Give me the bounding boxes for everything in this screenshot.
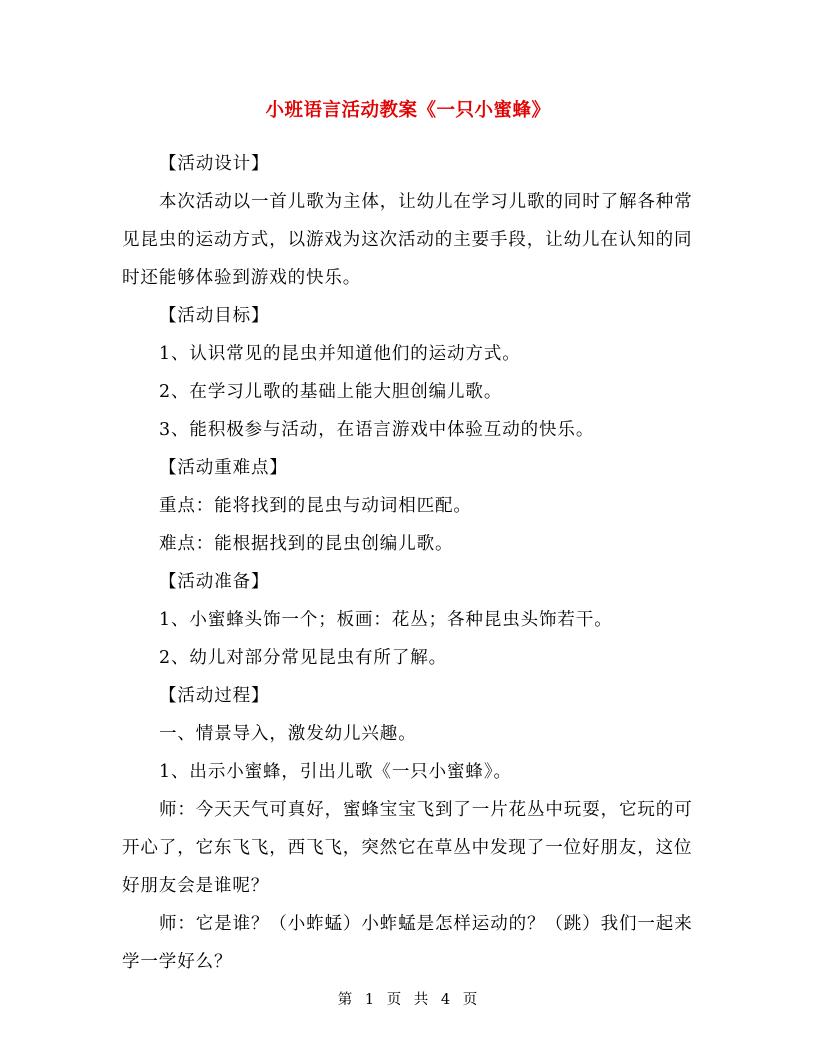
section-heading-preparation: 【活动准备】 bbox=[159, 572, 270, 592]
footer-current-page: 1 bbox=[364, 992, 376, 1008]
footer-total-pages: 4 bbox=[440, 992, 452, 1008]
difficulty-item: 难点：能根据找到的昆虫创编儿歌。 bbox=[159, 534, 454, 554]
goal-item: 2、在学习儿歌的基础上能大胆创编儿歌。 bbox=[159, 382, 503, 402]
process-step-heading: 一、情景导入，激发幼儿兴趣。 bbox=[159, 724, 417, 744]
section-heading-process: 【活动过程】 bbox=[159, 686, 270, 706]
teacher-dialogue-paragraph: 师：它是谁？（小蚱蜢）小蚱蜢是怎样运动的？（跳）我们一起来学一学好么？ bbox=[122, 914, 693, 972]
document-title: 小班语言活动教案《一只小蜜蜂》 bbox=[265, 100, 551, 121]
key-point-item: 重点：能将找到的昆虫与动词相匹配。 bbox=[159, 496, 472, 516]
goal-item: 1、认识常见的昆虫并知道他们的运动方式。 bbox=[159, 344, 521, 364]
footer-page-word: 页 bbox=[386, 992, 403, 1008]
preparation-item: 2、幼儿对部分常见昆虫有所了解。 bbox=[159, 648, 448, 668]
section-heading-design: 【活动设计】 bbox=[159, 154, 270, 174]
page-footer bbox=[0, 988, 816, 1009]
footer-prefix: 第 bbox=[337, 992, 354, 1008]
process-step-item: 1、出示小蜜蜂，引出儿歌《一只小蜜蜂》。 bbox=[159, 762, 512, 782]
document-body bbox=[122, 145, 696, 981]
teacher-dialogue-paragraph: 师：今天天气可真好，蜜蜂宝宝飞到了一片花丛中玩耍，它玩的可开心了，它东飞飞，西飞飞，突然它在草丛中发现了一位好朋友，这位好朋友会是谁呢？ bbox=[122, 800, 693, 896]
section-heading-goals: 【活动目标】 bbox=[159, 306, 270, 326]
section-heading-key-points: 【活动重难点】 bbox=[159, 458, 288, 478]
footer-total-word: 共 bbox=[413, 992, 430, 1008]
preparation-item: 1、小蜜蜂头饰一个；板画：花丛；各种昆虫头饰若干。 bbox=[159, 610, 613, 630]
design-paragraph: 本次活动以一首儿歌为主体，让幼儿在学习儿歌的同时了解各种常见昆虫的运动方式，以游戏为这次活动的主要手段，让幼儿在认知的同时还能够体验到游戏的快乐。 bbox=[122, 192, 693, 288]
goal-item: 3、能积极参与活动，在语言游戏中体验互动的快乐。 bbox=[159, 420, 595, 440]
footer-suffix: 页 bbox=[462, 992, 479, 1008]
